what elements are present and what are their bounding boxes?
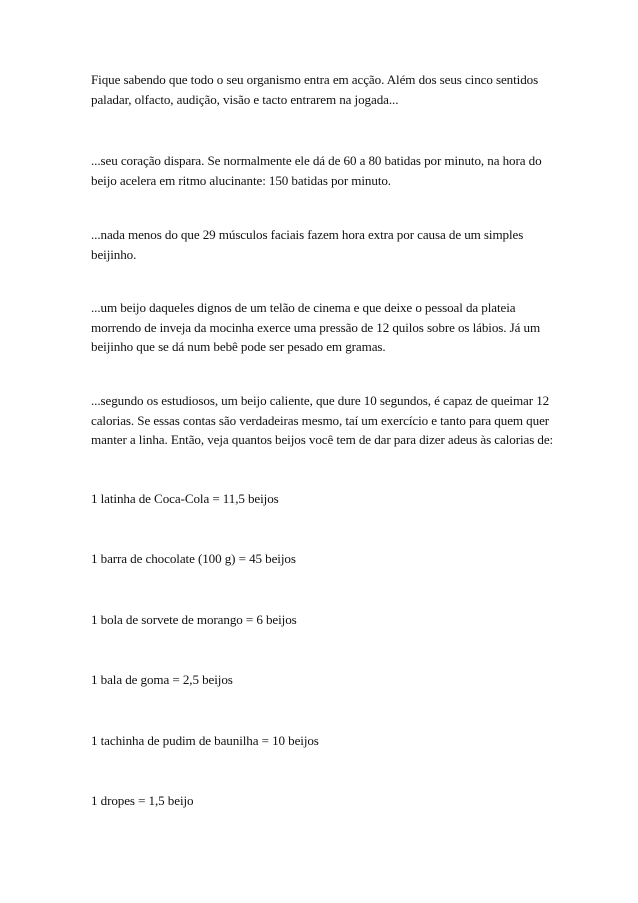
paragraph-calories: ...segundo os estudiosos, um beijo caliente, que dure 10 segundos, é capaz de queimar 12 calorias. Se essas contas são verdadeiras mesmo, taí um exercício e tanto para quem quer manter a linha. Então, veja quantos beijos você tem de dar para dizer adeus às calorias de: (91, 393, 554, 448)
paragraph-organism: Fique sabendo que todo o seu organismo entra em acção. Além dos seus cinco sentidos paladar, olfacto, audição, visão e tacto entrarem na jogada... (91, 72, 539, 107)
list-item-coca-cola: 1 latinha de Coca-Cola = 11,5 beijos (91, 491, 279, 506)
paragraph-lip-pressure: ...um beijo daqueles dignos de um telão de cinema e que deixe o pessoal da plateia morrendo de inveja da mocinha exerce uma pressão de 12 quilos sobre os lábios. Já um beijinho que se dá num bebê pode ser pesado em gramas. (91, 300, 541, 355)
paragraph-heart-rate: ...seu coração dispara. Se normalmente ele dá de 60 a 80 batidas por minuto, na hora do beijo acelera em ritmo alucinante: 150 batidas por minuto. (91, 153, 542, 188)
paragraph-facial-muscles: ...nada menos do que 29 músculos faciais fazem hora extra por causa de um simples beijinho. (91, 227, 524, 262)
list-item-ice-cream: 1 bola de sorvete de morango = 6 beijos (91, 612, 297, 627)
list-item-pudding: 1 tachinha de pudim de baunilha = 10 beijos (91, 733, 319, 748)
list-item-chocolate: 1 barra de chocolate (100 g) = 45 beijos (91, 551, 296, 566)
list-item-gum-candy: 1 bala de goma = 2,5 beijos (91, 672, 233, 687)
list-item-dropes: 1 dropes = 1,5 beijo (91, 793, 194, 808)
